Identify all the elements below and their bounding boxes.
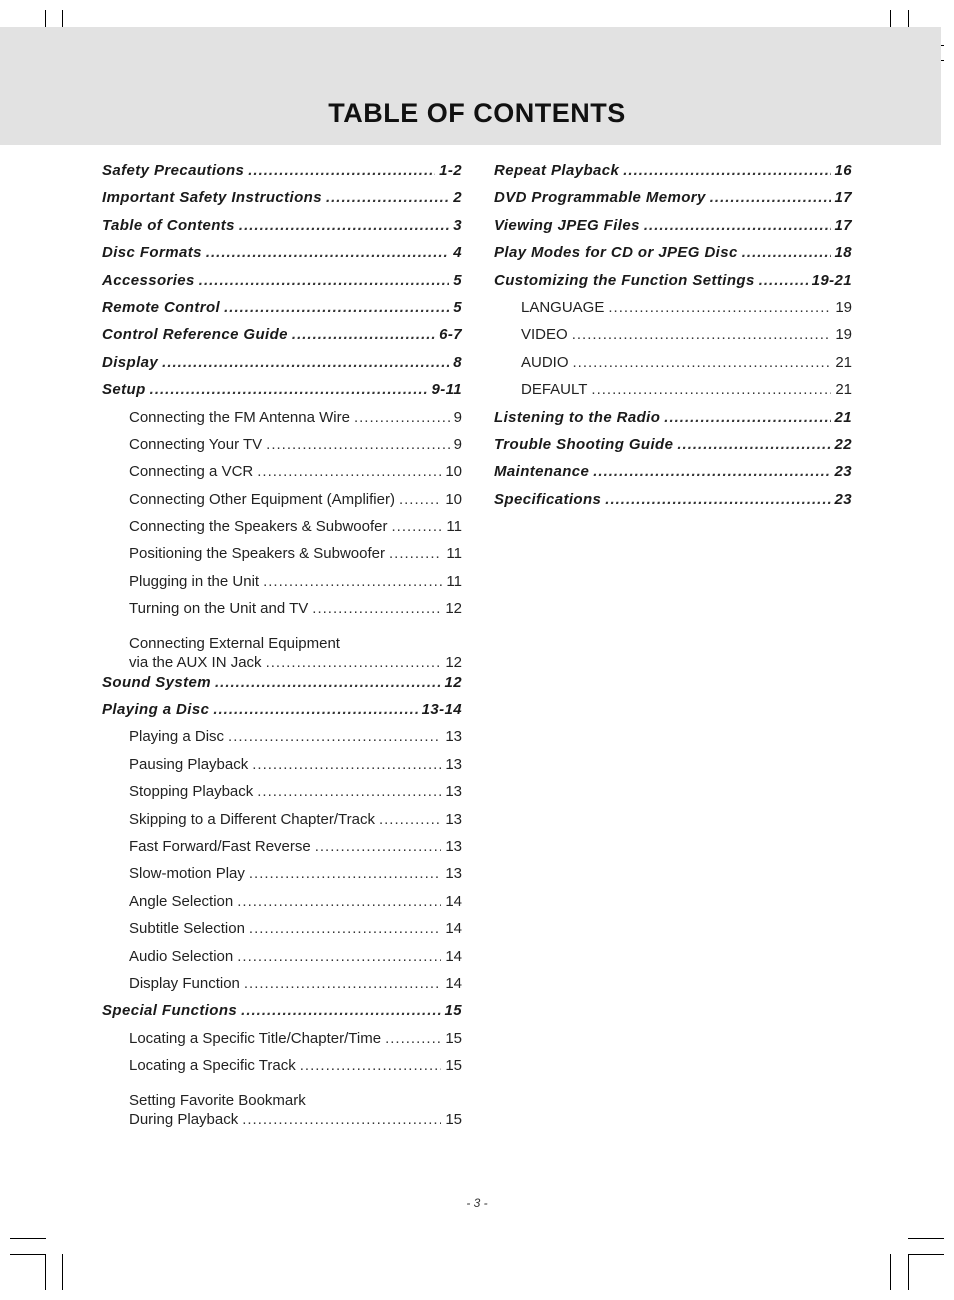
toc-entry-label: Accessories: [102, 271, 195, 289]
toc-section-entry: [102, 299, 462, 326]
toc-entry: [102, 838, 462, 865]
toc-entry-page: 11: [446, 545, 462, 563]
dot-leader: [292, 326, 435, 343]
toc-entry-label: Remote Control: [102, 298, 221, 316]
toc-entry-page: 13: [445, 783, 462, 801]
toc-entry: [102, 783, 462, 810]
toc-entry: [102, 865, 462, 892]
dot-leader: [759, 272, 808, 289]
toc-section-entry: [494, 189, 852, 216]
toc-entry-page: 15: [444, 1002, 462, 1020]
dot-leader: [677, 436, 830, 453]
toc-entry-page: 22: [834, 435, 852, 453]
toc-entry-page: 5: [453, 298, 462, 316]
page-number: - 3 -: [466, 1196, 488, 1210]
dot-leader: [742, 244, 831, 261]
toc-entry: [102, 573, 462, 600]
toc-entry-page: 9-11: [431, 381, 462, 399]
toc-entry-page: 13: [445, 865, 462, 883]
toc-entry-page: 8: [453, 353, 462, 371]
dot-leader: [150, 381, 428, 398]
toc-entry-label: Pausing Playback: [129, 755, 249, 773]
toc-entry: [102, 436, 462, 463]
toc-entry-label: Plugging in the Unit: [129, 572, 260, 590]
toc-entry-page: 15: [445, 1057, 462, 1075]
toc-entry-page: 13: [445, 755, 462, 773]
toc-entry: [102, 600, 462, 627]
toc-entry-label: Connecting Your TV: [129, 435, 263, 453]
dot-leader: [326, 189, 449, 206]
toc-entry-page: 12: [444, 673, 462, 691]
dot-leader: [224, 299, 449, 316]
dot-leader: [623, 162, 830, 179]
toc-entry-label: Locating a Specific Title/Chapter/Time: [129, 1029, 382, 1047]
toc-entry-label: Display: [102, 353, 159, 371]
toc-entry-label: Setting Favorite Bookmark: [129, 1091, 306, 1109]
toc-entry-label: LANGUAGE: [521, 298, 605, 316]
toc-entry-label-continued: via the AUX IN Jack: [129, 653, 262, 671]
toc-entry: [102, 491, 462, 518]
toc-section-entry: [494, 463, 852, 490]
dot-leader: [248, 162, 435, 179]
toc-entry-label: AUDIO: [521, 353, 569, 371]
toc-entry-label: Connecting External Equipment: [129, 634, 340, 652]
toc-entry-page: 1-2: [439, 162, 462, 179]
dot-leader: [664, 409, 830, 426]
toc-section-entry: [494, 244, 852, 271]
toc-entry-page: 14: [445, 920, 462, 938]
toc-entry-label: Angle Selection: [129, 892, 234, 910]
toc-entry-label: Trouble Shooting Guide: [494, 435, 674, 453]
toc-section-entry: [102, 189, 462, 216]
toc-entry-label: Important Safety Instructions: [102, 189, 322, 207]
toc-entry-page: 19: [835, 326, 852, 344]
toc-entry-label: Listening to the Radio: [494, 408, 661, 426]
dot-leader: [215, 674, 441, 691]
toc-entry-label: Sound System: [102, 673, 211, 691]
toc-entry-page: 4: [453, 244, 462, 262]
toc-entry-label: Connecting the FM Antenna Wire: [129, 408, 350, 426]
toc-section-entry: [494, 162, 852, 189]
toc-entry-page: 23: [834, 463, 852, 481]
toc-entry-label: VIDEO: [521, 326, 568, 344]
toc-entry-label: Connecting Other Equipment (Amplifier): [129, 490, 395, 508]
toc-entry-page: 17: [834, 216, 852, 234]
toc-entry: [102, 1057, 462, 1084]
toc-entry-page: 14: [445, 892, 462, 910]
toc-entry-label: DVD Programmable Memory: [494, 189, 706, 207]
dot-leader: [354, 409, 450, 426]
dot-leader: [249, 920, 441, 937]
toc-section-entry: [102, 381, 462, 408]
dot-leader: [593, 463, 830, 480]
toc-entry-label: Repeat Playback: [494, 162, 620, 179]
dot-leader: [249, 865, 441, 882]
toc-entry-page: 13-14: [421, 701, 462, 719]
dot-leader: [266, 653, 442, 672]
toc-entry-page: 6-7: [439, 326, 462, 344]
toc-section-entry: [494, 491, 852, 518]
toc-entry-label: DEFAULT: [521, 381, 588, 399]
dot-leader: [228, 728, 441, 745]
dot-leader: [572, 326, 832, 343]
toc-entry: [494, 381, 852, 408]
toc-entry-page: 19: [835, 298, 852, 316]
toc-section-entry: [102, 244, 462, 271]
toc-entry-page: 13: [445, 837, 462, 855]
dot-leader: [244, 975, 441, 992]
toc-section-entry: [494, 272, 852, 299]
toc-entry-page: 18: [834, 244, 852, 262]
toc-entry-label: Special Functions: [102, 1002, 238, 1020]
dot-leader: [399, 491, 441, 508]
dot-leader: [644, 217, 831, 234]
toc-entry-page: 3: [453, 216, 462, 234]
toc-entry: [102, 728, 462, 755]
toc-entry-page: 21: [834, 408, 852, 426]
dot-leader: [252, 756, 441, 773]
toc-entry-label: Display Function: [129, 974, 240, 992]
dot-leader: [162, 354, 449, 371]
toc-entry-label: Playing a Disc: [129, 728, 225, 746]
toc-entry-label: Skipping to a Different Chapter/Track: [129, 810, 375, 828]
toc-entry: [102, 518, 462, 545]
toc-entry-label: Customizing the Function Settings: [494, 271, 755, 289]
dot-leader: [608, 299, 831, 316]
toc-entry-page: 9: [453, 435, 462, 453]
toc-section-entry: [494, 436, 852, 463]
toc-entry-label: Audio Selection: [129, 947, 234, 965]
toc-entry-label: Safety Precautions: [102, 162, 245, 179]
toc-entry-page: 19-21: [811, 271, 852, 289]
toc-entry-label: Turning on the Unit and TV: [129, 600, 309, 618]
dot-leader: [312, 600, 441, 617]
toc-entry: [102, 463, 462, 490]
toc-entry-page: 10: [445, 490, 462, 508]
toc-entry-label: Setup: [102, 381, 146, 399]
dot-leader: [379, 811, 441, 828]
dot-leader: [199, 272, 449, 289]
toc-section-entry: [102, 272, 462, 299]
toc-entry: [494, 299, 852, 326]
toc-entry-page: 12: [445, 600, 462, 618]
toc-entry-label: Table of Contents: [102, 216, 235, 234]
toc-entry-page: 13: [445, 810, 462, 828]
toc-entry-label: Playing a Disc: [102, 701, 210, 719]
toc-left-column: [102, 162, 462, 1131]
toc-entry-page: 23: [834, 490, 852, 508]
toc-entry-page: 2: [453, 189, 462, 207]
toc-entry: [102, 628, 462, 674]
toc-entry-label: Fast Forward/Fast Reverse: [129, 837, 311, 855]
toc-section-entry: [494, 409, 852, 436]
toc-entry-page: 21: [835, 353, 852, 371]
toc-entry-label: Disc Formats: [102, 244, 202, 262]
toc-entry: [102, 1085, 462, 1131]
toc-entry: [102, 409, 462, 436]
toc-section-entry: [102, 1002, 462, 1029]
toc-entry-label: Connecting a VCR: [129, 463, 254, 481]
toc-entry-page: 15: [445, 1110, 462, 1128]
toc-entry-page: 12: [445, 653, 462, 671]
toc-right-column: [494, 162, 852, 518]
toc-entry-page: 11: [446, 572, 462, 590]
toc-entry: [102, 975, 462, 1002]
dot-leader: [389, 545, 442, 562]
toc-entry-page: 15: [445, 1029, 462, 1047]
dot-leader: [239, 217, 449, 234]
toc-entry-label: Stopping Playback: [129, 783, 254, 801]
dot-leader: [573, 354, 832, 371]
toc-entry-page: 17: [834, 189, 852, 207]
toc-entry-label: Positioning the Speakers & Subwoofer: [129, 545, 385, 563]
dot-leader: [206, 244, 449, 261]
toc-entry: [102, 893, 462, 920]
toc-section-entry: [102, 162, 462, 189]
toc-section-entry: [102, 217, 462, 244]
toc-entry: [102, 920, 462, 947]
toc-entry: [494, 354, 852, 381]
toc-entry: [102, 1030, 462, 1057]
toc-entry-label: Control Reference Guide: [102, 326, 288, 344]
dot-leader: [257, 783, 441, 800]
toc-entry-label: Connecting the Speakers & Subwoofer: [129, 518, 388, 536]
toc-entry: [102, 948, 462, 975]
toc-entry: [102, 545, 462, 572]
dot-leader: [241, 1002, 440, 1019]
toc-section-entry: [102, 701, 462, 728]
toc-section-entry: [102, 354, 462, 381]
dot-leader: [213, 701, 417, 718]
dot-leader: [242, 1110, 441, 1129]
toc-entry-label: Specifications: [494, 490, 602, 508]
toc-entry-page: 13: [445, 728, 462, 746]
toc-entry-label: Locating a Specific Track: [129, 1057, 296, 1075]
toc-entry-page: 14: [445, 947, 462, 965]
toc-entry-label: Play Modes for CD or JPEG Disc: [494, 244, 738, 262]
dot-leader: [266, 436, 450, 453]
toc-entry: [494, 326, 852, 353]
toc-entry-label-continued: During Playback: [129, 1110, 239, 1128]
toc-section-entry: [494, 217, 852, 244]
toc-section-entry: [102, 674, 462, 701]
dot-leader: [605, 491, 830, 508]
toc-entry-page: 21: [835, 381, 852, 399]
toc-entry-label: Subtitle Selection: [129, 920, 245, 938]
toc-entry-label: Maintenance: [494, 463, 590, 481]
toc-entry-label: Viewing JPEG Files: [494, 216, 640, 234]
toc-entry-page: 14: [445, 974, 462, 992]
dot-leader: [591, 381, 831, 398]
dot-leader: [392, 518, 443, 535]
toc-entry-page: 11: [446, 518, 462, 536]
dot-leader: [257, 463, 441, 480]
toc-entry-page: 5: [453, 271, 462, 289]
toc-section-entry: [102, 326, 462, 353]
toc-entry-page: 9: [453, 408, 462, 426]
dot-leader: [237, 948, 441, 965]
page-title: TABLE OF CONTENTS: [328, 98, 626, 128]
dot-leader: [237, 893, 441, 910]
toc-entry: [102, 756, 462, 783]
dot-leader: [385, 1030, 441, 1047]
dot-leader: [315, 838, 442, 855]
dot-leader: [710, 189, 831, 206]
dot-leader: [263, 573, 442, 590]
dot-leader: [300, 1057, 442, 1074]
toc-entry: [102, 811, 462, 838]
toc-entry-page: 16: [834, 162, 852, 179]
toc-entry-label: Slow-motion Play: [129, 865, 245, 883]
toc-entry-page: 10: [445, 463, 462, 481]
